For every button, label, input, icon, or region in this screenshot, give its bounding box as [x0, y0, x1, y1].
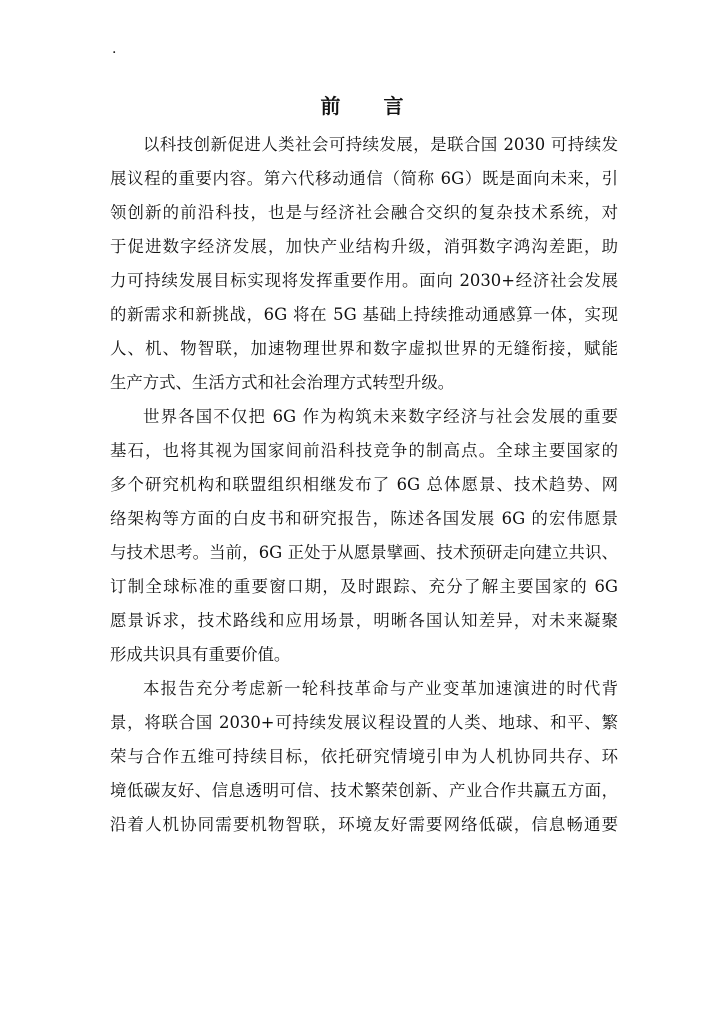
text-line: 订制全球标准的重要窗口期，及时跟踪、充分了解主要国家的 6G: [110, 577, 618, 596]
paragraph-2: [110, 400, 618, 672]
text-line: 本报告充分考虑新一轮科技革命与产业变革加速演进的时代背: [143, 679, 618, 698]
text-line: 于促进数字经济发展，加快产业结构升级，消弭数字鸿沟差距，助: [110, 237, 618, 256]
text-line: 境低碳友好、信息透明可信、技术繁荣创新、产业合作共赢五方面，: [110, 781, 618, 800]
text-line: 力可持续发展目标实现将发挥重要作用。面向 2030+经济社会发展: [110, 271, 618, 290]
text-line: 展议程的重要内容。第六代移动通信（简称 6G）既是面向未来，引: [110, 169, 618, 188]
text-line: 形成共识具有重要价值。: [110, 645, 291, 664]
page-mark: ·: [112, 45, 117, 61]
text-line: 络架构等方面的白皮书和研究报告，陈述各国发展 6G 的宏伟愿景: [110, 509, 618, 528]
text-line: 景，将联合国 2030+可持续发展议程设置的人类、地球、和平、繁: [110, 713, 618, 732]
text-line: 愿景诉求，技术路线和应用场景，明晰各国认知差异，对未来凝聚: [110, 611, 618, 630]
text-line: 基石，也将其视为国家间前沿科技竞争的制高点。全球主要国家的: [110, 441, 618, 460]
document-body: [110, 128, 618, 842]
text-line: 世界各国不仅把 6G 作为构筑未来数字经济与社会发展的重要: [143, 407, 618, 426]
text-line: 以科技创新促进人类社会可持续发展，是联合国 2030 可持续发: [143, 135, 618, 154]
paragraph-1: [110, 128, 618, 400]
text-line: 沿着人机协同需要机物智联，环境友好需要网络低碳，信息畅通要: [110, 815, 618, 834]
text-line: 与技术思考。当前，6G 正处于从愿景擘画、技术预研走向建立共识、: [110, 543, 618, 562]
text-line: 多个研究机构和联盟组织相继发布了 6G 总体愿景、技术趋势、网: [110, 475, 618, 494]
text-line: 的新需求和新挑战，6G 将在 5G 基础上持续推动通感算一体，实现: [110, 305, 618, 324]
text-line: 生产方式、生活方式和社会治理方式转型升级。: [110, 373, 455, 392]
text-line: 荣与合作五维可持续目标，依托研究情境引申为人机协同共存、环: [110, 747, 618, 766]
paragraph-3: [110, 672, 618, 842]
text-line: 领创新的前沿科技，也是与经济社会融合交织的复杂技术系统，对: [110, 203, 618, 222]
page-title: 前 言: [320, 94, 422, 118]
text-line: 人、机、物智联，加速物理世界和数字虚拟世界的无缝衔接，赋能: [110, 339, 618, 358]
